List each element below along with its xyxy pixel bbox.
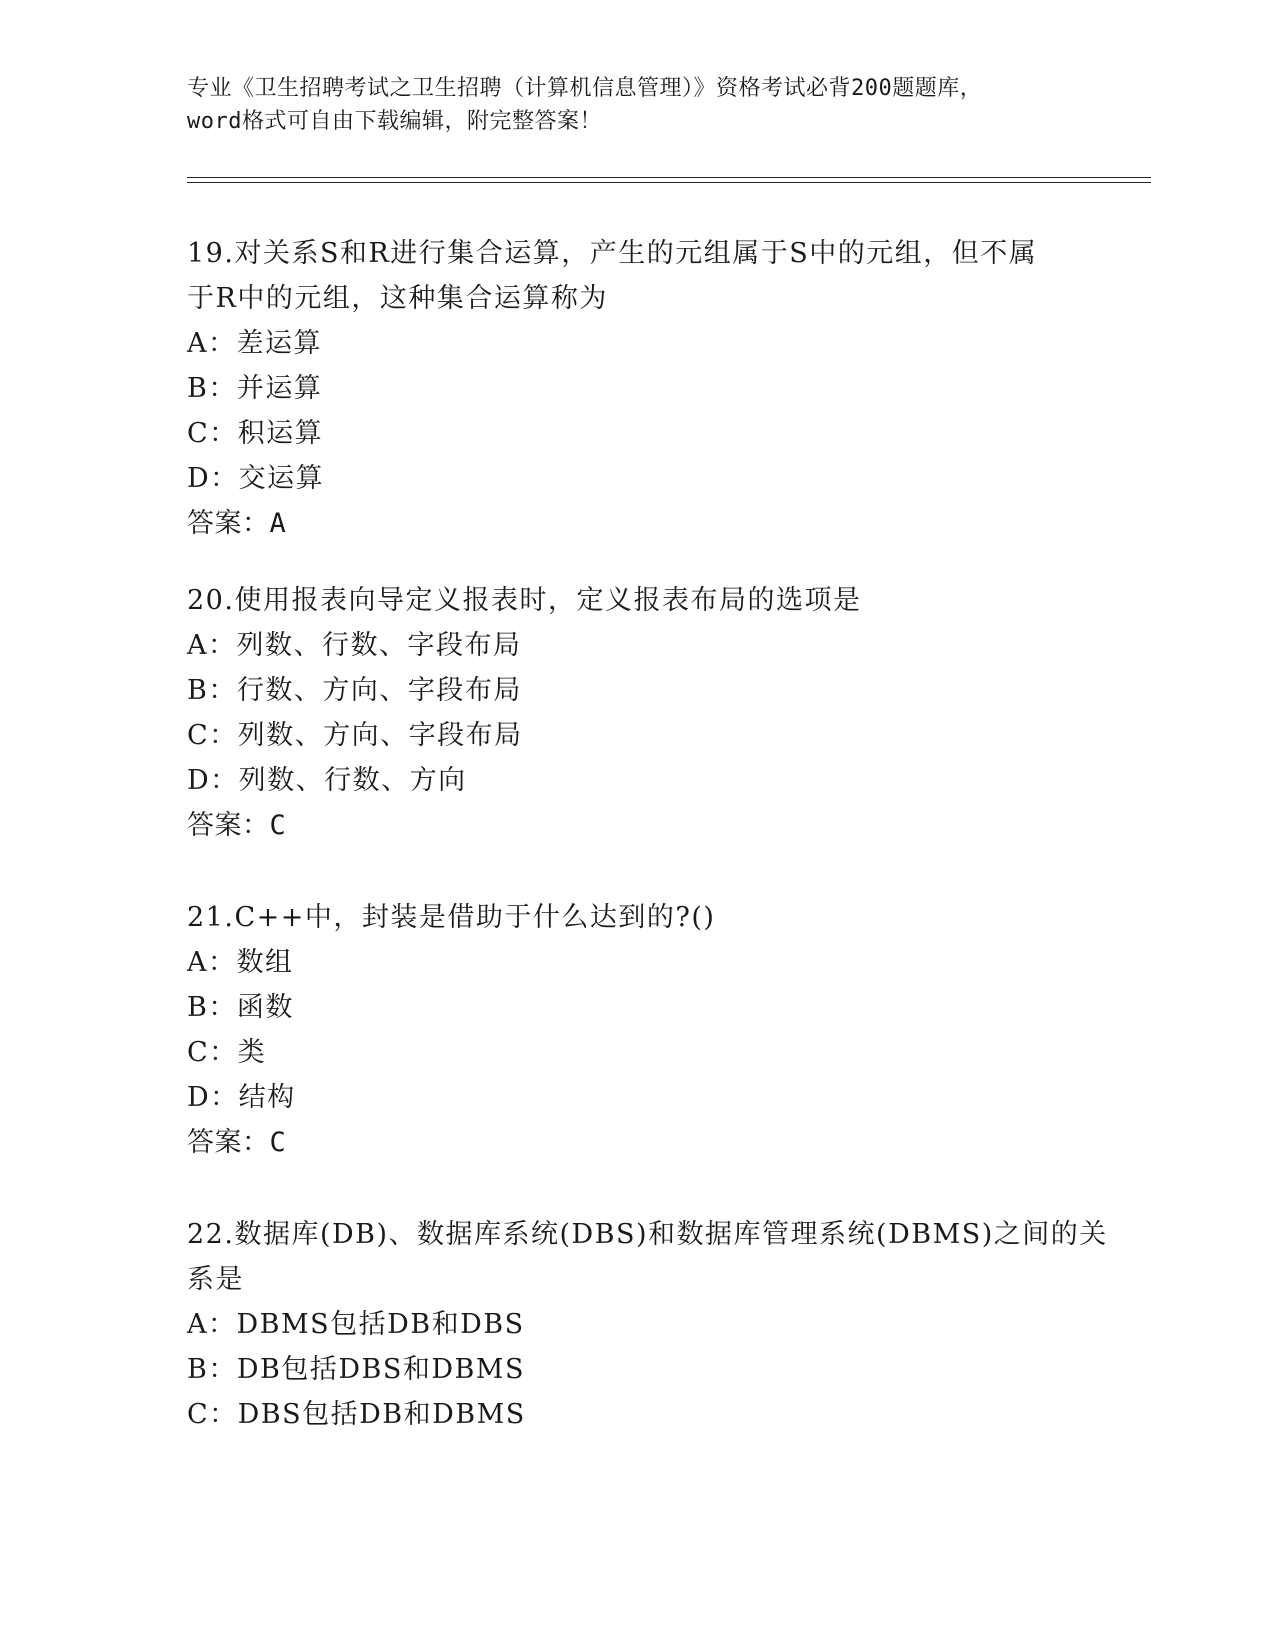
option-d: D：结构 [187,1082,296,1113]
option-c: C：积运算 [187,418,324,449]
answer-label: 答案： [187,508,270,539]
answer-value: C [269,1127,287,1158]
option-a: A：差运算 [187,328,322,359]
answer [187,1120,1087,1165]
option-d: D：交运算 [187,463,325,494]
option-b: B：并运算 [187,373,323,404]
option-a: A：DBMS包括DB和DBS [187,1309,525,1340]
option-c: C：类 [187,1037,267,1068]
question-21 [187,895,1087,1165]
option-d: D：列数、行数、方向 [187,765,467,796]
header-divider-top [187,177,1151,178]
answer [187,803,1087,848]
option-a: A：列数、行数、字段布局 [187,630,522,661]
option-b: B：DB包括DBS和DBMS [187,1354,525,1385]
answer-label: 答案： [187,810,270,841]
answer-label: 答案： [187,1127,270,1158]
question-stem-line: 系是 [187,1264,244,1295]
header-divider-bottom [187,182,1151,183]
question-stem-line: 21.C++中，封装是借助于什么达到的?() [187,902,716,933]
option-c: C：列数、方向、字段布局 [187,720,523,751]
answer-value: A [269,508,287,539]
question-stem-line: 于R中的元组，这种集合运算称为 [187,283,608,314]
question-22 [187,1212,1108,1437]
header-line-1: 专业《卫生招聘考试之卫生招聘（计算机信息管理）》资格考试必背200题题库， [187,76,983,101]
question-stem-line: 19.对关系S和R进行集合运算，产生的元组属于S中的元组，但不属 [187,238,1038,269]
question-19 [187,231,1087,546]
option-c: C：DBS包括DB和DBMS [187,1399,526,1430]
question-20 [187,578,1087,848]
question-stem-line: 22.数据库(DB)、数据库系统(DBS)和数据库管理系统(DBMS)之间的关 [187,1219,1108,1250]
option-b: B：函数 [187,992,294,1023]
option-b: B：行数、方向、字段布局 [187,675,522,706]
option-a: A：数组 [187,947,294,978]
question-stem-line: 20.使用报表向导定义报表时，定义报表布局的选项是 [187,585,862,616]
answer [187,501,1087,546]
answer-value: C [269,810,287,841]
document-header [187,72,1087,138]
header-line-2: word格式可自由下载编辑，附完整答案！ [187,109,602,134]
